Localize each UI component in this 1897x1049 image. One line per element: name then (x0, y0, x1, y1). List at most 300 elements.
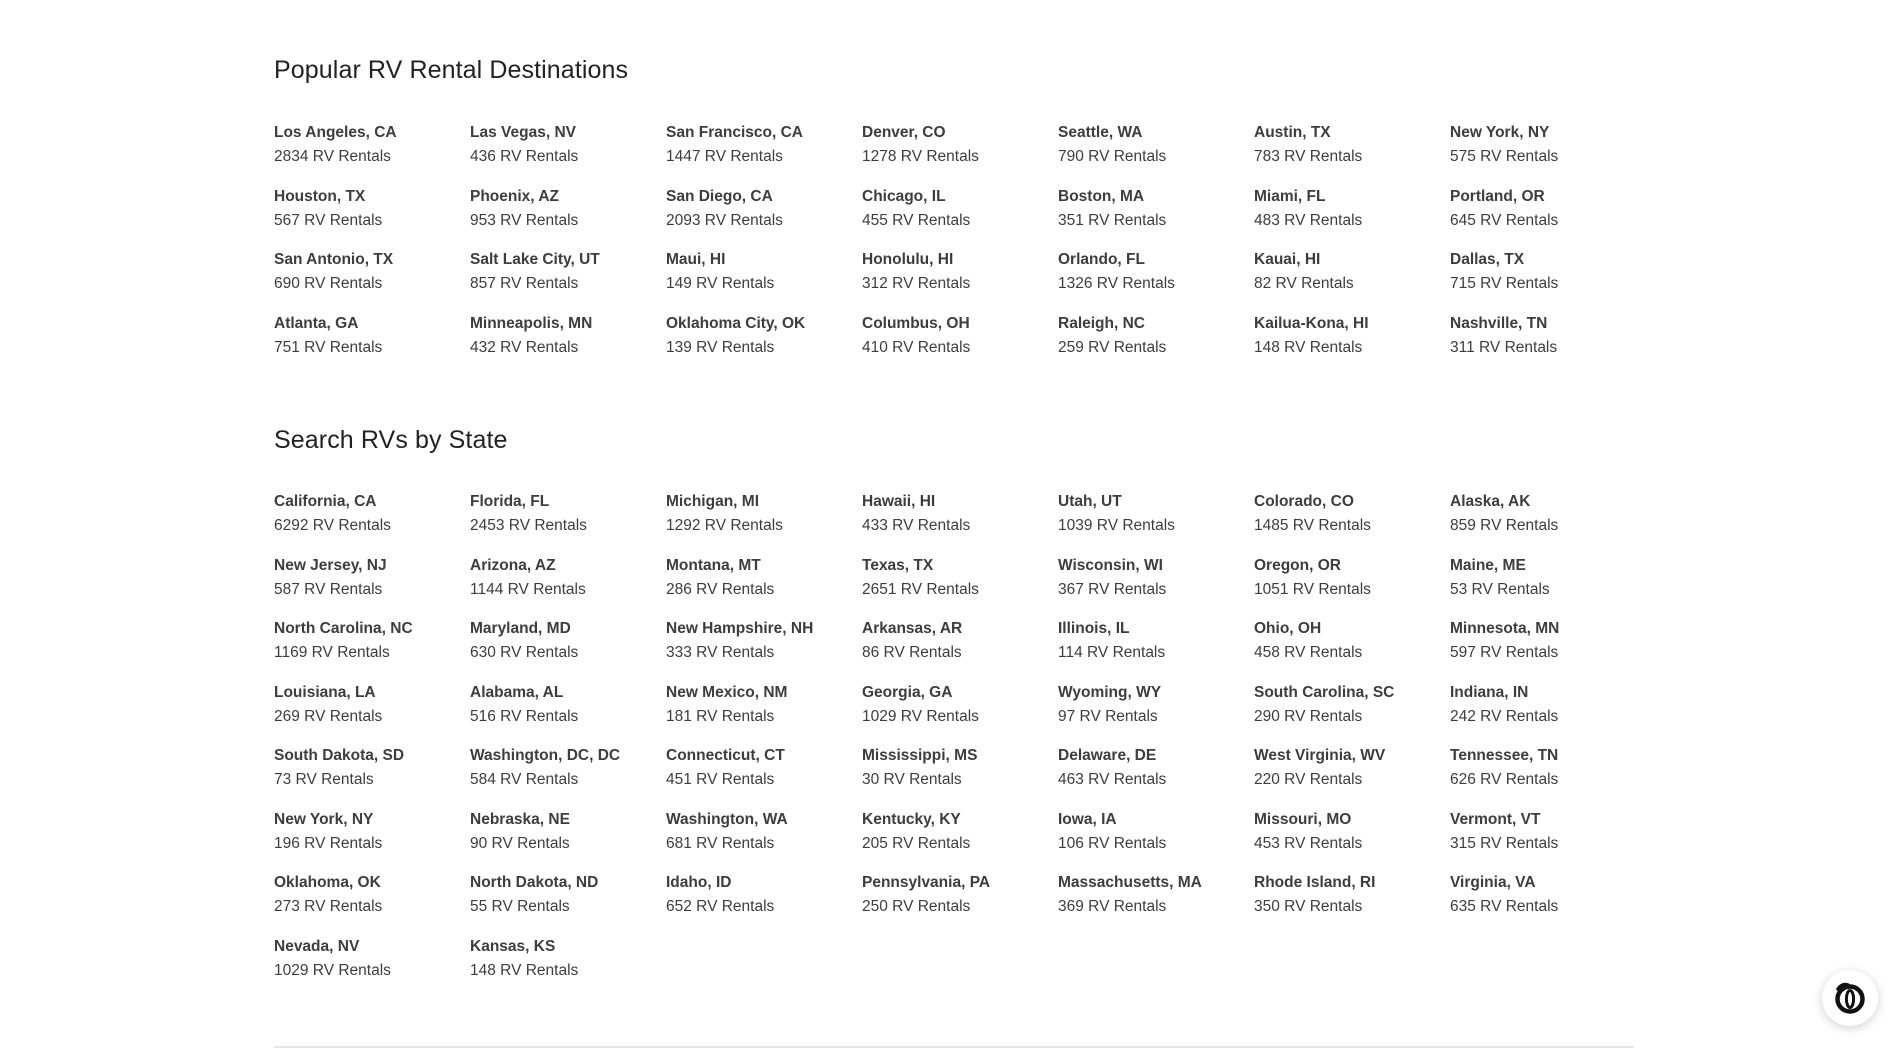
rental-count: 630 RV Rentals (470, 644, 579, 661)
rental-count: 483 RV Rentals (1254, 211, 1363, 229)
destination-name: Florida, FL (470, 493, 550, 510)
destination-name: Washington, DC, DC (470, 747, 621, 764)
destination-link[interactable] (470, 556, 666, 600)
destination-name: Atlanta, GA (274, 314, 359, 332)
destination-name: Nebraska, NE (470, 810, 570, 828)
destination-name: Kailua-Kona, HI (1254, 314, 1369, 332)
rental-count: 290 RV Rentals (1254, 707, 1363, 725)
rental-count: 1144 RV Rentals (470, 580, 586, 598)
destination-cell (862, 123, 1058, 187)
destination-link[interactable] (470, 746, 666, 790)
destination-link[interactable] (666, 556, 862, 600)
destination-cell (274, 619, 470, 683)
destination-cell (666, 810, 862, 874)
rental-count: 715 RV Rentals (1450, 275, 1559, 292)
rental-count: 1039 RV Rentals (1058, 517, 1175, 534)
destination-link[interactable] (1254, 746, 1450, 790)
destination-name: Oregon, OR (1254, 556, 1341, 574)
destination-name: West Virginia, WV (1254, 747, 1386, 764)
rental-count: 433 RV Rentals (862, 517, 971, 534)
rental-count: 1278 RV Rentals (862, 148, 979, 165)
destination-link[interactable] (1058, 314, 1254, 358)
destination-cell (666, 873, 862, 937)
destination-link[interactable] (470, 873, 666, 917)
destination-name: Austin, TX (1254, 124, 1331, 141)
destination-name: Boston, MA (1058, 187, 1145, 205)
rental-count: 351 RV Rentals (1058, 211, 1167, 229)
destination-link[interactable] (1450, 810, 1646, 854)
destination-cell (1254, 619, 1450, 683)
destination-link[interactable] (470, 937, 666, 981)
destination-cell (1254, 492, 1450, 556)
destination-cell (1058, 619, 1254, 683)
destination-name: Massachusetts, MA (1058, 874, 1202, 891)
destination-name: Montana, MT (666, 556, 761, 574)
destination-cell (1058, 683, 1254, 747)
destination-name: Phoenix, AZ (470, 187, 559, 205)
destination-cell (1254, 873, 1450, 937)
destination-link[interactable] (1450, 187, 1646, 231)
rental-count: 367 RV Rentals (1058, 580, 1167, 598)
destination-name: Wyoming, WY (1058, 683, 1162, 701)
destination-name: South Dakota, SD (274, 747, 405, 764)
destination-link[interactable] (1254, 123, 1450, 167)
destination-name: Arkansas, AR (862, 620, 963, 637)
destination-link[interactable] (274, 123, 470, 167)
destination-cell (1058, 314, 1254, 378)
destination-cell (1450, 746, 1646, 810)
destination-name: Wisconsin, WI (1058, 556, 1163, 574)
destination-name: New York, NY (274, 810, 374, 828)
destination-link[interactable] (274, 683, 470, 727)
rental-count: 242 RV Rentals (1450, 707, 1559, 725)
destination-cell (1058, 123, 1254, 187)
destination-link[interactable] (274, 492, 470, 536)
rental-count: 953 RV Rentals (470, 211, 579, 229)
destination-name: Colorado, CO (1254, 493, 1354, 510)
destination-cell (470, 123, 666, 187)
destination-name: Alaska, AK (1450, 493, 1531, 510)
destination-name: Louisiana, LA (274, 683, 376, 701)
popular-destinations-title: Popular RV Rental Destinations (274, 56, 629, 84)
destination-name: Maui, HI (666, 251, 726, 268)
destination-link[interactable] (1058, 556, 1254, 600)
destination-name: Michigan, MI (666, 493, 759, 510)
rental-count: 259 RV Rentals (1058, 338, 1167, 356)
destination-name: Houston, TX (274, 187, 366, 205)
destination-cell (666, 556, 862, 620)
rental-count: 106 RV Rentals (1058, 834, 1167, 852)
destination-cell (862, 250, 1058, 314)
destination-name: Las Vegas, NV (470, 124, 576, 141)
destination-cell (862, 746, 1058, 810)
destination-link[interactable] (274, 810, 470, 854)
destination-link[interactable] (862, 492, 1058, 536)
destination-link[interactable] (666, 187, 862, 231)
destination-cell (862, 314, 1058, 378)
destination-link[interactable] (470, 683, 666, 727)
destination-link[interactable] (1058, 250, 1254, 294)
destination-name: Portland, OR (1450, 187, 1545, 205)
popular-destinations-grid (274, 123, 1634, 377)
destination-link[interactable] (1058, 619, 1254, 663)
destination-link[interactable] (666, 746, 862, 790)
rental-count: 86 RV Rentals (862, 644, 962, 661)
destination-link[interactable] (470, 619, 666, 663)
destination-cell (1254, 187, 1450, 251)
destination-name: Honolulu, HI (862, 251, 954, 268)
destination-name: Washington, WA (666, 810, 788, 828)
destination-link[interactable] (1058, 873, 1254, 917)
destination-link[interactable] (1058, 123, 1254, 167)
destination-cell (862, 683, 1058, 747)
destination-link[interactable] (1254, 187, 1450, 231)
rental-count: 597 RV Rentals (1450, 644, 1559, 661)
rental-count: 587 RV Rentals (274, 580, 383, 598)
rental-count: 2453 RV Rentals (470, 517, 587, 534)
destination-name: Iowa, IA (1058, 810, 1117, 828)
destination-cell (1058, 873, 1254, 937)
destination-cell (470, 250, 666, 314)
destination-name: California, CA (274, 493, 377, 510)
destination-name: Maine, ME (1450, 556, 1526, 574)
destination-cell (470, 746, 666, 810)
destination-cell (666, 619, 862, 683)
destination-link[interactable] (274, 314, 470, 358)
rental-count: 6292 RV Rentals (274, 517, 391, 534)
destination-link[interactable] (1450, 250, 1646, 294)
destination-cell (1254, 810, 1450, 874)
destination-name: Tennessee, TN (1450, 747, 1559, 764)
destination-link[interactable] (666, 873, 862, 917)
destination-cell (666, 746, 862, 810)
rental-count: 73 RV Rentals (274, 771, 374, 788)
rental-count: 1447 RV Rentals (666, 148, 783, 165)
destination-name: Delaware, DE (1058, 747, 1157, 764)
destination-link[interactable] (470, 187, 666, 231)
destination-name: Vermont, VT (1450, 810, 1541, 828)
rental-count: 2093 RV Rentals (666, 211, 783, 229)
rental-count: 311 RV Rentals (1450, 338, 1558, 356)
destination-link[interactable] (862, 123, 1058, 167)
destination-name: San Francisco, CA (666, 124, 803, 141)
rental-count: 55 RV Rentals (470, 898, 570, 915)
destination-cell (274, 314, 470, 378)
destination-name: Rhode Island, RI (1254, 874, 1376, 891)
rental-count: 312 RV Rentals (862, 275, 971, 292)
destination-name: Missouri, MO (1254, 810, 1352, 828)
destination-link[interactable] (862, 873, 1058, 917)
destination-link[interactable] (1254, 619, 1450, 663)
destination-cell (862, 619, 1058, 683)
destination-cell (862, 187, 1058, 251)
destination-cell (1254, 683, 1450, 747)
destination-cell (1450, 683, 1646, 747)
destination-cell (666, 187, 862, 251)
destination-cell (470, 873, 666, 937)
destination-link[interactable] (1450, 683, 1646, 727)
rental-count: 350 RV Rentals (1254, 898, 1363, 915)
rental-count: 567 RV Rentals (274, 211, 383, 229)
destination-name: Minnesota, MN (1450, 620, 1560, 637)
destination-cell (274, 123, 470, 187)
destination-cell (1058, 556, 1254, 620)
destination-link[interactable] (1254, 810, 1450, 854)
destination-link[interactable] (1254, 556, 1450, 600)
destination-name: Kauai, HI (1254, 251, 1321, 268)
destination-cell (1058, 746, 1254, 810)
destination-link[interactable] (470, 810, 666, 854)
destination-link[interactable] (470, 123, 666, 167)
destination-cell (274, 937, 470, 1001)
rental-count: 1169 RV Rentals (274, 644, 390, 661)
destination-link[interactable] (1254, 314, 1450, 358)
destination-name: Georgia, GA (862, 683, 953, 701)
rental-count: 53 RV Rentals (1450, 580, 1550, 598)
destination-name: Salt Lake City, UT (470, 251, 600, 268)
destination-name: Kansas, KS (470, 937, 556, 955)
destination-link[interactable] (1450, 492, 1646, 536)
rental-count: 1292 RV Rentals (666, 517, 783, 534)
destination-cell (1450, 492, 1646, 556)
rental-count: 790 RV Rentals (1058, 148, 1167, 165)
destination-link[interactable] (274, 746, 470, 790)
destination-link[interactable] (274, 187, 470, 231)
destination-cell (1254, 556, 1450, 620)
rental-count: 2651 RV Rentals (862, 580, 979, 598)
destination-link[interactable] (1058, 746, 1254, 790)
destination-name: Maryland, MD (470, 620, 571, 637)
destination-name: Hawaii, HI (862, 493, 936, 510)
destination-cell (1254, 746, 1450, 810)
destination-link[interactable] (666, 492, 862, 536)
destination-link[interactable] (274, 619, 470, 663)
rental-count: 82 RV Rentals (1254, 275, 1354, 292)
destination-link[interactable] (1058, 683, 1254, 727)
destination-cell (862, 810, 1058, 874)
rental-count: 114 RV Rentals (1058, 644, 1166, 661)
destination-cell (666, 250, 862, 314)
destination-name: Columbus, OH (862, 314, 970, 332)
destination-cell (1450, 556, 1646, 620)
destination-link[interactable] (862, 187, 1058, 231)
destination-link[interactable] (862, 810, 1058, 854)
destination-name: Orlando, FL (1058, 251, 1145, 268)
destination-cell (470, 556, 666, 620)
destination-link[interactable] (1254, 492, 1450, 536)
destination-cell (1450, 810, 1646, 874)
rental-count: 859 RV Rentals (1450, 517, 1559, 534)
destination-link[interactable] (1058, 187, 1254, 231)
destination-cell (1058, 492, 1254, 556)
destination-link[interactable] (470, 250, 666, 294)
destination-link[interactable] (1450, 873, 1646, 917)
footer-divider (274, 1046, 1634, 1048)
rental-count: 652 RV Rentals (666, 898, 775, 915)
destination-link[interactable] (1058, 492, 1254, 536)
destination-link[interactable] (862, 250, 1058, 294)
rental-count: 455 RV Rentals (862, 211, 971, 229)
destination-link[interactable] (1450, 746, 1646, 790)
destination-link[interactable] (666, 810, 862, 854)
destination-name: Raleigh, NC (1058, 314, 1145, 332)
destination-name: Texas, TX (862, 556, 934, 574)
rental-count: 315 RV Rentals (1450, 834, 1559, 852)
destination-link[interactable] (1254, 250, 1450, 294)
destination-cell (862, 492, 1058, 556)
rental-count: 410 RV Rentals (862, 338, 971, 356)
destination-name: North Dakota, ND (470, 874, 599, 891)
destination-cell (470, 187, 666, 251)
rental-count: 30 RV Rentals (862, 771, 962, 788)
destination-link[interactable] (1450, 314, 1646, 358)
destination-cell (1450, 187, 1646, 251)
rental-count: 149 RV Rentals (666, 275, 775, 292)
search-by-state-title: Search RVs by State (274, 426, 508, 454)
destination-name: Dallas, TX (1450, 251, 1525, 268)
destination-link[interactable] (274, 250, 470, 294)
rental-count: 690 RV Rentals (274, 275, 383, 292)
destination-cell (274, 746, 470, 810)
rental-count: 1485 RV Rentals (1254, 517, 1371, 534)
destination-cell (1450, 250, 1646, 314)
rental-count: 751 RV Rentals (274, 338, 383, 356)
destination-name: Ohio, OH (1254, 620, 1322, 637)
destination-link[interactable] (1450, 619, 1646, 663)
destination-link[interactable] (1254, 683, 1450, 727)
destination-name: New Mexico, NM (666, 683, 788, 701)
rental-count: 451 RV Rentals (666, 771, 775, 788)
rental-count: 681 RV Rentals (666, 834, 775, 852)
destination-cell (1450, 123, 1646, 187)
rental-count: 626 RV Rentals (1450, 771, 1559, 788)
destination-cell (470, 492, 666, 556)
destination-link[interactable] (274, 937, 470, 981)
destination-link[interactable] (1450, 556, 1646, 600)
chat-button[interactable] (1822, 970, 1878, 1026)
rental-count: 453 RV Rentals (1254, 834, 1363, 852)
rental-count: 463 RV Rentals (1058, 771, 1167, 788)
destination-cell (666, 683, 862, 747)
destination-cell (666, 492, 862, 556)
destination-link[interactable] (666, 683, 862, 727)
destination-cell (470, 314, 666, 378)
destination-cell (470, 810, 666, 874)
rental-count: 857 RV Rentals (470, 275, 579, 292)
destination-name: Oklahoma, OK (274, 874, 381, 891)
rental-count: 220 RV Rentals (1254, 771, 1363, 788)
rental-count: 286 RV Rentals (666, 580, 775, 598)
rental-count: 205 RV Rentals (862, 834, 971, 852)
rental-count: 1029 RV Rentals (862, 707, 979, 725)
destination-cell (274, 683, 470, 747)
destination-cell (470, 619, 666, 683)
destination-cell (470, 937, 666, 1001)
rental-count: 635 RV Rentals (1450, 898, 1559, 915)
destination-link[interactable] (470, 314, 666, 358)
destination-cell (1450, 314, 1646, 378)
rental-count: 1326 RV Rentals (1058, 275, 1175, 292)
rental-count: 1029 RV Rentals (274, 961, 391, 979)
destination-name: Pennsylvania, PA (862, 874, 991, 891)
destination-cell (1254, 314, 1450, 378)
rental-count: 1051 RV Rentals (1254, 580, 1371, 598)
destination-name: Alabama, AL (470, 683, 564, 701)
destination-name: Miami, FL (1254, 187, 1326, 205)
destination-link[interactable] (862, 683, 1058, 727)
destination-cell (274, 873, 470, 937)
destination-link[interactable] (862, 556, 1058, 600)
destination-cell (1058, 810, 1254, 874)
rental-count: 90 RV Rentals (470, 834, 570, 852)
destination-name: Connecticut, CT (666, 747, 785, 764)
destination-name: Minneapolis, MN (470, 314, 593, 332)
destination-cell (470, 683, 666, 747)
rental-count: 148 RV Rentals (470, 961, 579, 979)
destination-name: Illinois, IL (1058, 620, 1130, 637)
destination-name: San Antonio, TX (274, 251, 394, 268)
destination-name: Virginia, VA (1450, 874, 1536, 891)
destination-cell (1254, 123, 1450, 187)
destination-name: Utah, UT (1058, 493, 1122, 510)
destination-cell (274, 187, 470, 251)
destination-name: Indiana, IN (1450, 683, 1529, 701)
rental-count: 250 RV Rentals (862, 898, 971, 915)
rental-count: 273 RV Rentals (274, 898, 383, 915)
destination-link[interactable] (1058, 810, 1254, 854)
rental-count: 181 RV Rentals (666, 707, 775, 725)
destination-cell (274, 492, 470, 556)
destination-link[interactable] (666, 619, 862, 663)
rental-count: 436 RV Rentals (470, 148, 579, 165)
rental-count: 458 RV Rentals (1254, 644, 1363, 661)
destination-link[interactable] (666, 314, 862, 358)
rental-count: 196 RV Rentals (274, 834, 383, 852)
rental-count: 783 RV Rentals (1254, 148, 1363, 165)
destination-name: Seattle, WA (1058, 124, 1143, 141)
rental-count: 333 RV Rentals (666, 644, 775, 661)
rental-count: 139 RV Rentals (666, 338, 775, 356)
destination-link[interactable] (666, 123, 862, 167)
rental-count: 516 RV Rentals (470, 707, 579, 725)
rental-count: 584 RV Rentals (470, 771, 579, 788)
destination-name: Nevada, NV (274, 937, 360, 955)
destination-link[interactable] (470, 492, 666, 536)
rental-count: 2834 RV Rentals (274, 148, 391, 165)
destination-cell (1254, 250, 1450, 314)
destination-name: Mississippi, MS (862, 747, 978, 764)
chat-logo-icon (1832, 980, 1868, 1016)
rental-count: 97 RV Rentals (1058, 707, 1158, 725)
destination-link[interactable] (274, 873, 470, 917)
destination-link[interactable] (862, 314, 1058, 358)
destination-link[interactable] (1254, 873, 1450, 917)
destination-link[interactable] (666, 250, 862, 294)
destination-link[interactable] (1450, 123, 1646, 167)
destination-cell (1450, 619, 1646, 683)
destination-link[interactable] (274, 556, 470, 600)
destination-name: New Jersey, NJ (274, 556, 387, 574)
destination-link[interactable] (862, 619, 1058, 663)
destination-cell (1058, 250, 1254, 314)
destination-name: South Carolina, SC (1254, 683, 1395, 701)
destination-name: Nashville, TN (1450, 314, 1548, 332)
destination-link[interactable] (862, 746, 1058, 790)
destination-name: San Diego, CA (666, 187, 773, 205)
rental-count: 148 RV Rentals (1254, 338, 1363, 356)
destination-name: New York, NY (1450, 124, 1550, 141)
destination-cell (274, 810, 470, 874)
